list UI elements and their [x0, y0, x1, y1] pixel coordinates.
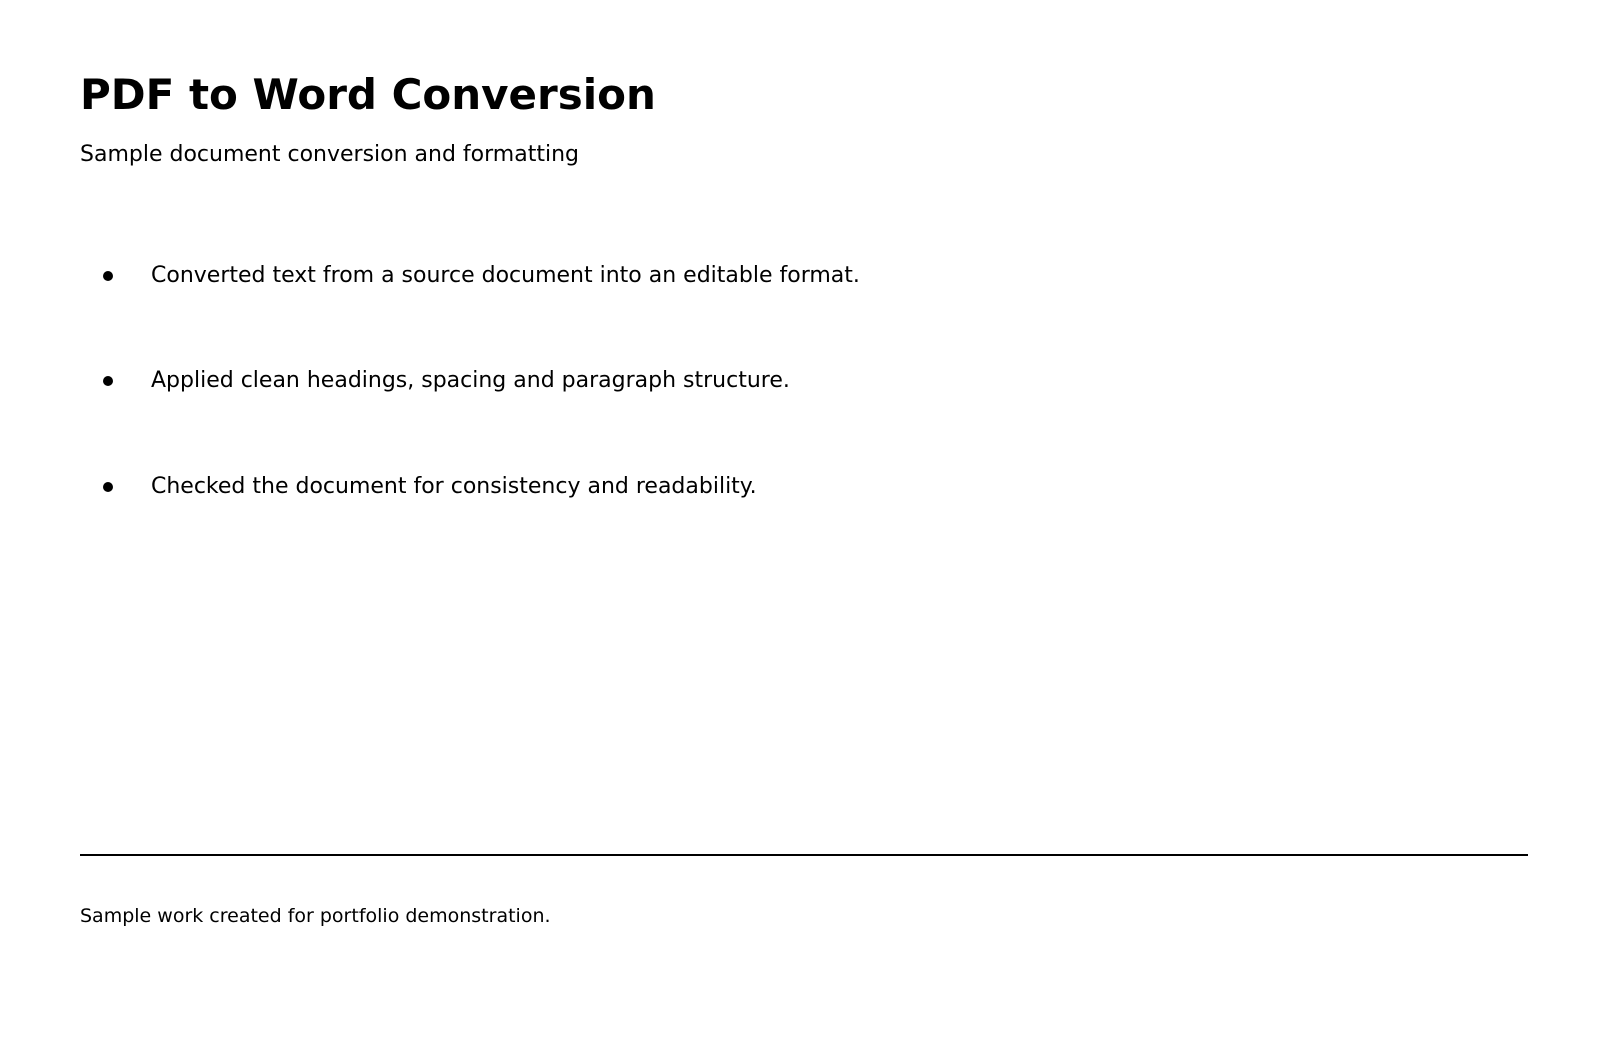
page-title: PDF to Word Conversion — [80, 70, 656, 119]
list-item — [80, 364, 1380, 398]
list-item — [80, 259, 1380, 293]
list-item-text: Applied clean headings, spacing and paragraph structure. — [151, 368, 790, 393]
list-item-text: Converted text from a source document into an editable format. — [151, 263, 860, 288]
list-item-text: Checked the document for consistency and readability. — [151, 474, 757, 499]
footer-note: Sample work created for portfolio demonstration. — [80, 905, 551, 927]
list-item — [80, 470, 1380, 504]
footer-divider — [80, 854, 1528, 856]
bullet-icon — [103, 271, 113, 281]
bullet-icon — [103, 376, 113, 386]
bullet-icon — [103, 482, 113, 492]
document-page — [80, 0, 1528, 1050]
page-subtitle: Sample document conversion and formatting — [80, 142, 579, 167]
